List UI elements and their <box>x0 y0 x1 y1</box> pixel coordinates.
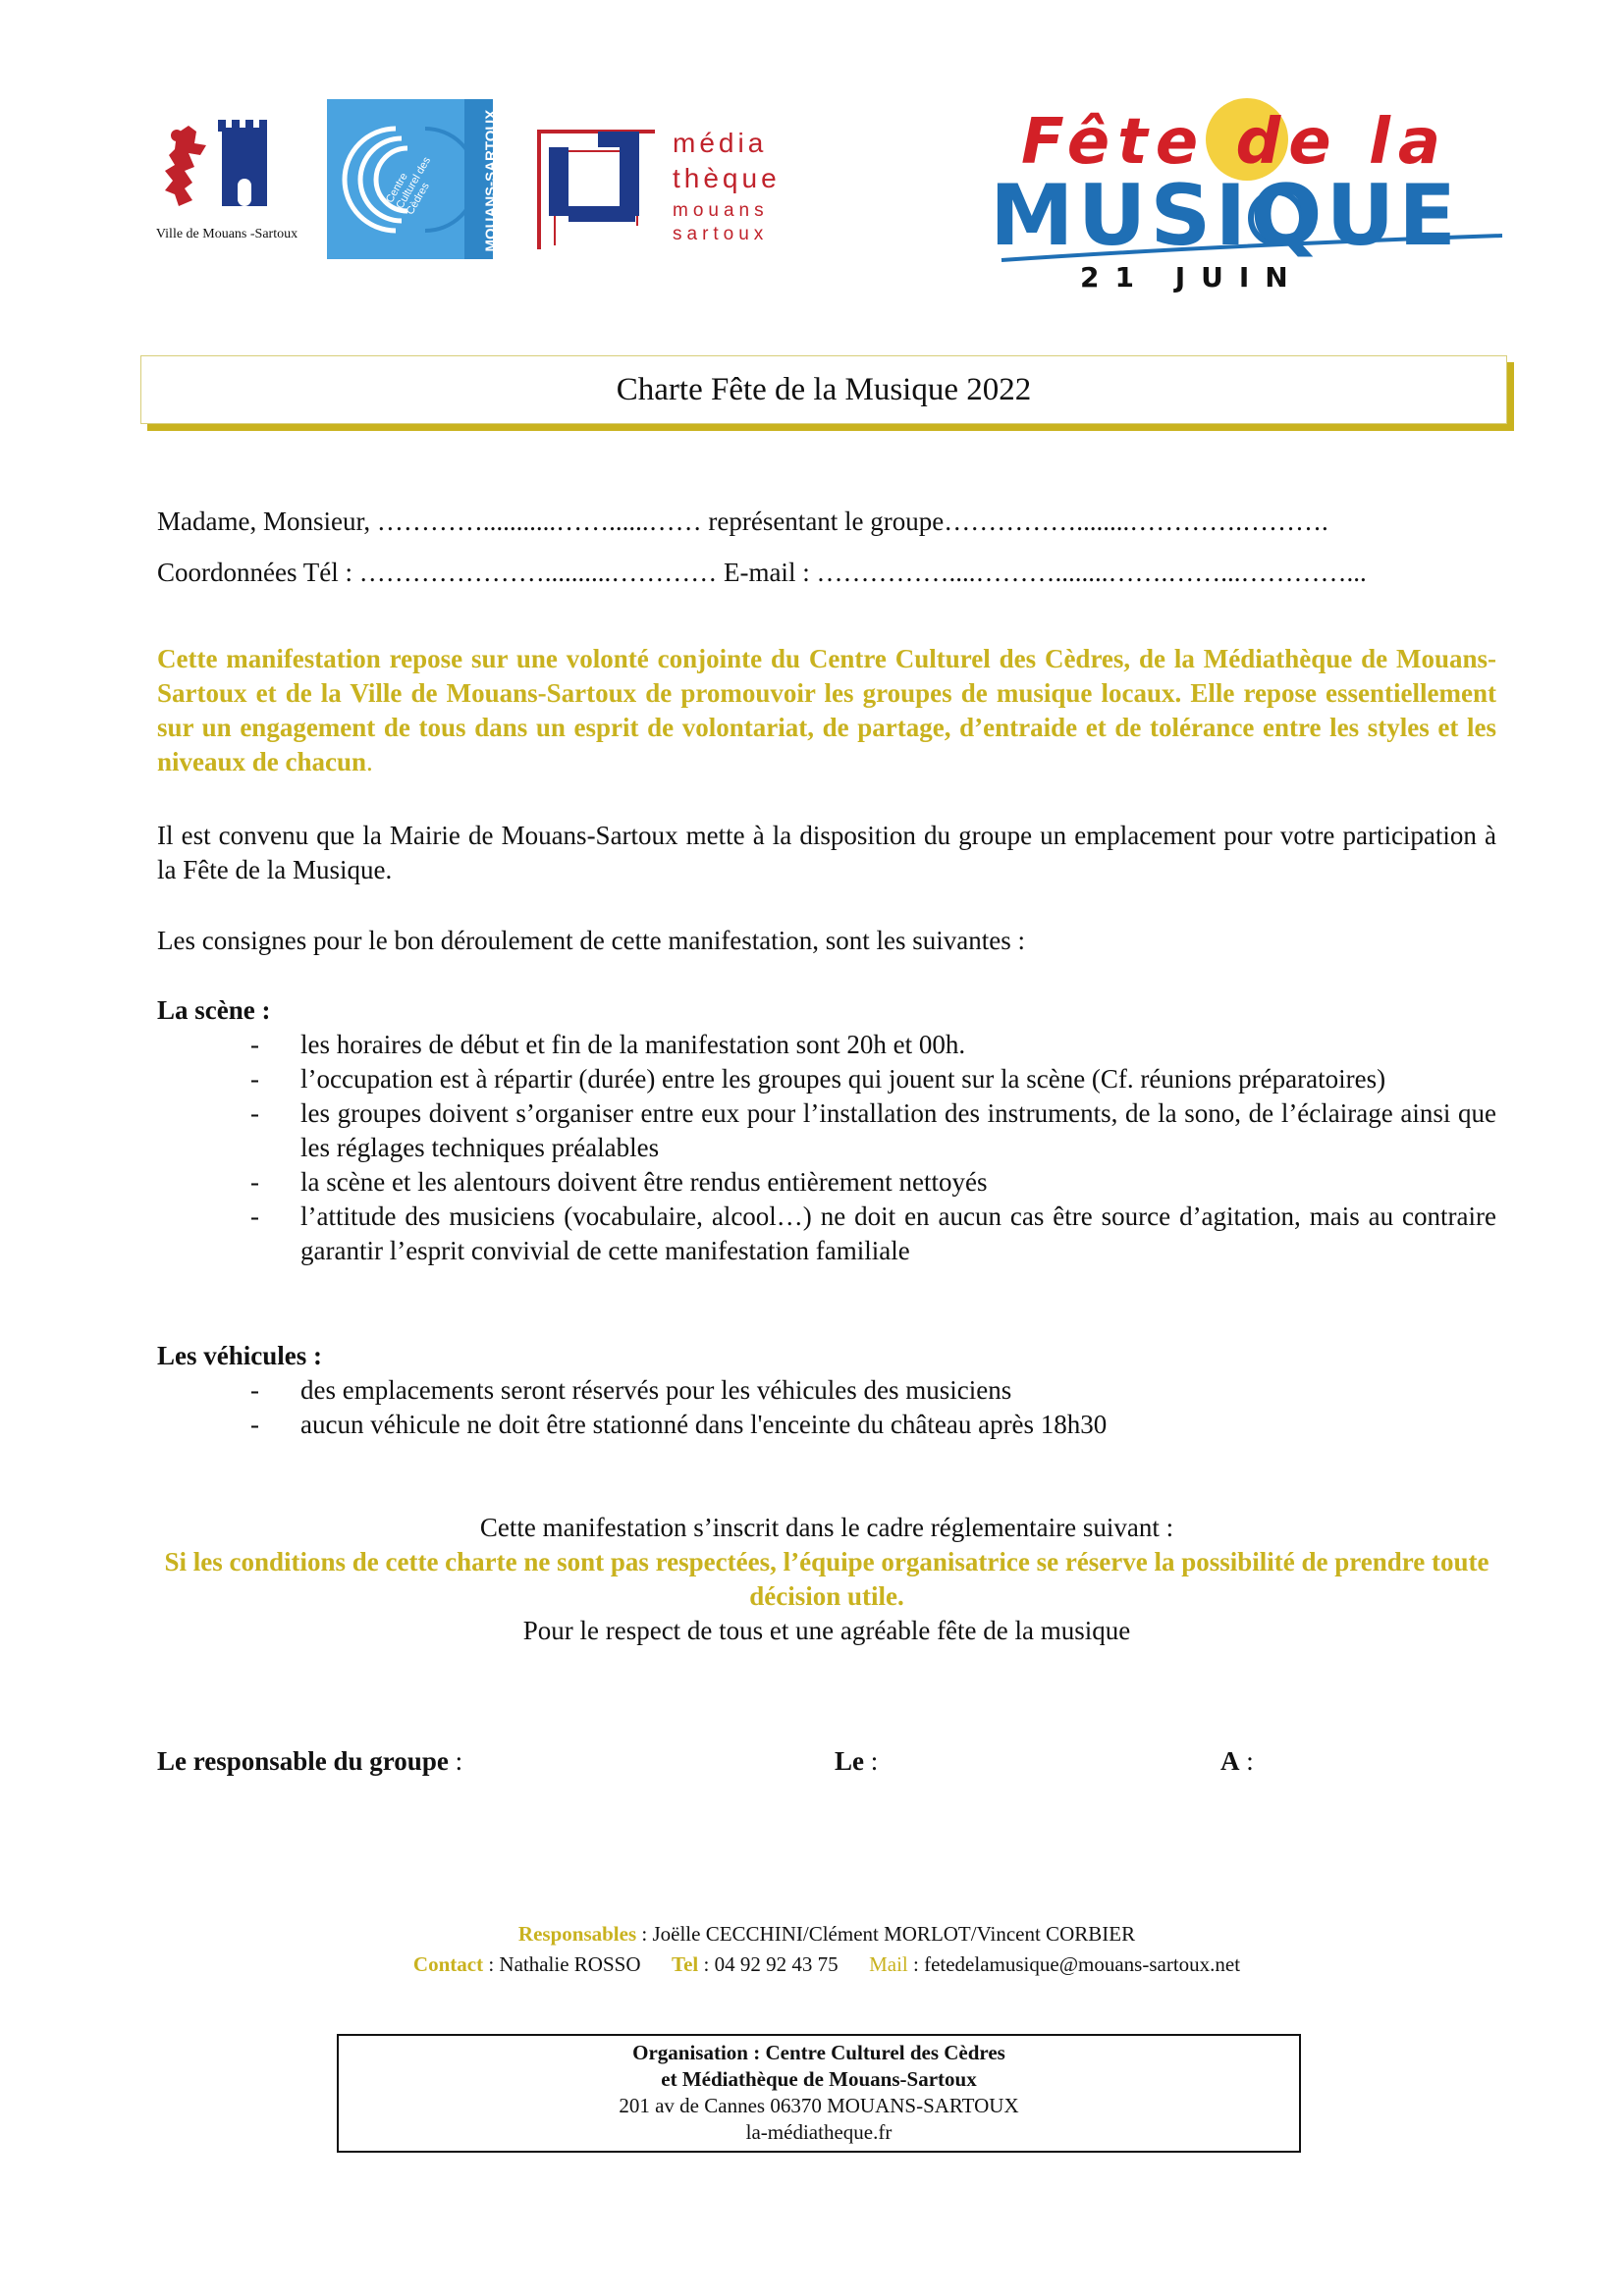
mediatheque-text-sartoux: sartoux <box>673 224 769 244</box>
cadre-warning: Si les conditions de cette charte ne sont pas respectées, l’équipe organisatrice se réserve la possibilité de prendre toute décision utile. <box>164 1547 1489 1611</box>
date-label: Le <box>835 1746 864 1776</box>
mail-label: Mail <box>869 1952 908 1976</box>
place-label: A <box>1220 1746 1240 1776</box>
fete-logo-line1: Fête de la <box>1021 106 1449 179</box>
ccc-logo-text: Centre Culturel des Cèdres <box>383 155 434 217</box>
list-item: - l’occupation est à répartir (durée) entre les groupes qui jouent sur la scène (Cf. réunions préparatoires) <box>250 1064 1386 1094</box>
contact-line: Contact : Nathalie ROSSO Tel : 04 92 92 43 75 Mail : fetedelamusique@mouans-sartoux.net <box>412 1952 1241 1976</box>
mediatheque-text-mouans: mouans <box>673 200 769 221</box>
page-title: Charte Fête de la Musique 2022 <box>616 372 1032 407</box>
ville-logo-caption: Ville de Mouans -Sartoux <box>155 227 298 241</box>
list-item: - aucun véhicule ne doit être stationné dans l'enceinte du château après 18h30 <box>250 1410 1108 1439</box>
list-item: - l’attitude des musiciens (vocabulaire, alcool…) ne doit en aucun cas être source d’agitation, mais au contraire garantir l’esprit convivial de cette manifestation familiale <box>250 1201 1496 1265</box>
organisation-line1: Organisation : Centre Culturel des Cèdres <box>632 2041 1005 2064</box>
fete-musique-logo <box>982 98 1512 304</box>
ccc-logo-side-text: MOUANS-SARTOUX <box>482 109 500 252</box>
ville-logo <box>155 116 298 243</box>
paragraph-mairie: Il est convenu que la Mairie de Mouans-Sartoux mette à la disposition du groupe un emplacement pour votre participation à la Fête de la Musique. <box>157 821 1496 884</box>
title-box <box>140 355 1507 424</box>
organisation-website[interactable]: la-médiatheque.fr <box>745 2120 893 2144</box>
list-item: - les horaires de début et fin de la manifestation sont 20h et 00h. <box>250 1030 966 1059</box>
paragraph-consignes: Les consignes pour le bon déroulement de cette manifestation, sont les suivantes : <box>157 926 1026 955</box>
cadre-respect: Pour le respect de tous et une agréable fête de la musique <box>522 1616 1131 1645</box>
mediatheque-logo <box>535 128 800 253</box>
form-line-name-group: Madame, Monsieur, …………...........……......…… représentant le groupe……………........………….………. <box>157 507 1328 536</box>
list-item: - des emplacements seront réservés pour les véhicules des musiciens <box>250 1375 1012 1405</box>
form-line-contact: Coordonnées Tél : …………………..........………… E-mail : ……………....………........…….……...…………... <box>157 558 1367 587</box>
organisation-box <box>337 2034 1301 2153</box>
responsables-label: Responsables <box>517 1922 637 1946</box>
signature-date: Le : <box>835 1746 879 1776</box>
responsables-line: Responsables : Joëlle CECCHINI/Clément MORLOT/Vincent CORBIER <box>517 1922 1136 1946</box>
vehicules-list <box>157 1373 1496 1442</box>
intro-paragraph <box>157 642 1496 779</box>
cadre-line: Cette manifestation s’inscrit dans le cadre réglementaire suivant : <box>479 1513 1174 1542</box>
intro-period: . <box>366 747 373 776</box>
organisation-address: 201 av de Cannes 06370 MOUANS-SARTOUX <box>619 2094 1019 2117</box>
vehicules-heading: Les véhicules : <box>157 1341 322 1370</box>
contact-label: Contact <box>412 1952 484 1976</box>
signature-responsable: Le responsable du groupe : <box>157 1746 463 1776</box>
responsable-label: Le responsable du groupe <box>157 1746 449 1776</box>
list-item: - les groupes doivent s’organiser entre eux pour l’installation des instruments, de la sono, de l’éclairage ainsi que les réglages techniques préalables <box>250 1098 1496 1162</box>
ccc-logo <box>327 99 500 259</box>
mail-address[interactable]: : fetedelamusique@mouans-sartoux.net <box>907 1952 1241 1976</box>
scene-list <box>157 1028 1496 1268</box>
scene-heading: La scène : <box>157 995 271 1025</box>
organisation-line2: et Médiathèque de Mouans-Sartoux <box>661 2067 977 2091</box>
mediatheque-text-media: média <box>673 128 768 158</box>
intro-text: Cette manifestation repose sur une volonté conjointe du Centre Culturel des Cèdres, de la Médiathèque de Mouans-Sartoux et de la Ville de Mouans-Sartoux de promouvoir les groupes de musique locaux. Elle repose essentiellement sur un engagement de tous dans un esprit de volontariat, de partage, d’entraide et de tolérance entre les styles et les niveaux de chacun <box>157 644 1496 776</box>
list-item: - la scène et les alentours doivent être rendus entièrement nettoyés <box>250 1167 988 1197</box>
fete-logo-line2: MUSIQUE <box>990 167 1461 265</box>
fete-logo-line3: 21 JUIN <box>1080 261 1304 294</box>
mediatheque-text-theque: thèque <box>673 163 781 193</box>
signature-place: A : <box>1220 1746 1254 1776</box>
tel-label: Tel <box>672 1952 699 1976</box>
